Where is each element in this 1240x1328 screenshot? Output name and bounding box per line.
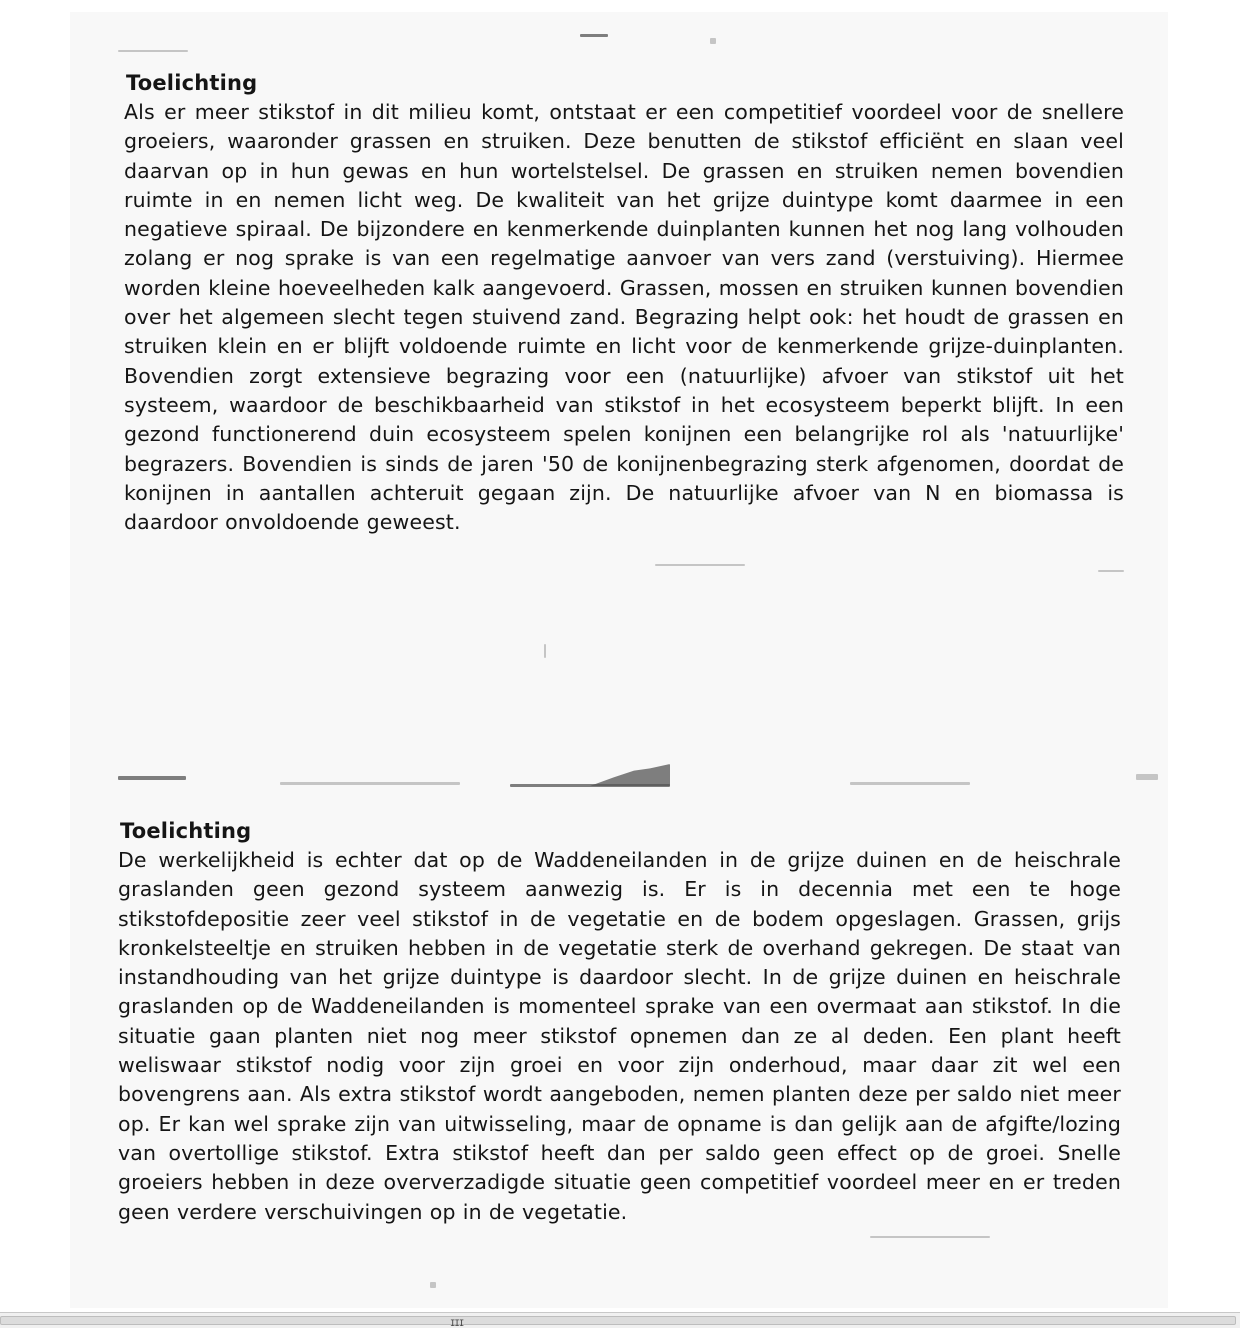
section-explanation-2 xyxy=(118,818,1121,1227)
scrollbar-thumb[interactable] xyxy=(0,1316,1236,1328)
horizontal-scrollbar[interactable] xyxy=(0,1312,1240,1328)
section-heading: Toelichting xyxy=(126,71,258,95)
section-heading: Toelichting xyxy=(120,819,252,843)
section-explanation-1 xyxy=(124,70,1124,537)
scanned-page xyxy=(70,12,1168,1308)
scrollbar-grip-icon: III xyxy=(450,1319,464,1328)
section-body: De werkelijkheid is echter dat op de Waddeneilanden in de grijze duinen en de heischrale graslanden geen gezond systeem aanwezig is. Er is in decennia met een te hoge stikstofdepositie zeer veel stikstof in de vegetatie en de bodem opgeslagen. Grassen, grijs kronkelsteeltje en struiken hebben in de vegetatie sterk de overhand gekregen. De staat van instandhouding van het grijze duintype is daardoor slecht. In de grijze duinen en heischrale graslanden op de Waddeneilanden is momenteel sprake van een overmaat aan stikstof. In die situatie gaan planten niet nog meer stikstof opnemen dan ze al deden. Een plant heeft weliswaar stikstof nodig voor zijn groei en voor zijn onderhoud, maar daar zit wel een bovengrens aan. Als extra stikstof wordt aangeboden, nemen planten deze per saldo niet meer op. Er kan wel sprake zijn van uitwisseling, maar de opname is dan gelijk aan de afgifte/lozing van overtollige stikstof. Extra stikstof heeft dan per saldo geen effect op de groei. Snelle groeiers hebben in deze oververzadigde situatie geen competitief voordeel meer en er treden geen verdere verschuivingen op in de vegetatie. xyxy=(118,848,1121,1224)
section-body: Als er meer stikstof in dit milieu komt, ontstaat er een competitief voordeel voor de snellere groeiers, waaronder grassen en struiken. Deze benutten de stikstof efficiënt en slaan veel daarvan op in hun gewas en hun wortelstelsel. De grassen en struiken nemen bovendien ruimte in en nemen licht weg. De kwaliteit van het grijze duintype komt daarmee in een negatieve spiraal. De bijzondere en kenmerkende duinplanten kunnen het nog lang volhouden zolang er nog sprake is van een regelmatige aanvoer van vers zand (verstuiving). Hiermee worden kleine hoeveelheden kalk aangevoerd. Grassen, mossen en struiken kunnen bovendien over het algemeen slecht tegen stuivend zand. Begrazing helpt ook: het houdt de grassen en struiken klein en er blijft voldoende ruimte en licht voor de kenmerkende grijze-duinplanten. Bovendien zorgt extensieve begrazing voor een (natuurlijke) afvoer van stikstof uit het systeem, waardoor de beschikbaarheid van stikstof in het ecosysteem beperkt blijft. In een gezond functionerend duin ecosysteem spelen konijnen een belangrijke rol als 'natuurlijke' begrazers. Bovendien is sinds de jaren '50 de konijnenbegrazing sterk afgenomen, doordat de konijnen in aantallen achteruit gegaan zijn. De natuurlijke afvoer van N en biomassa is daardoor onvoldoende geweest. xyxy=(124,100,1124,535)
